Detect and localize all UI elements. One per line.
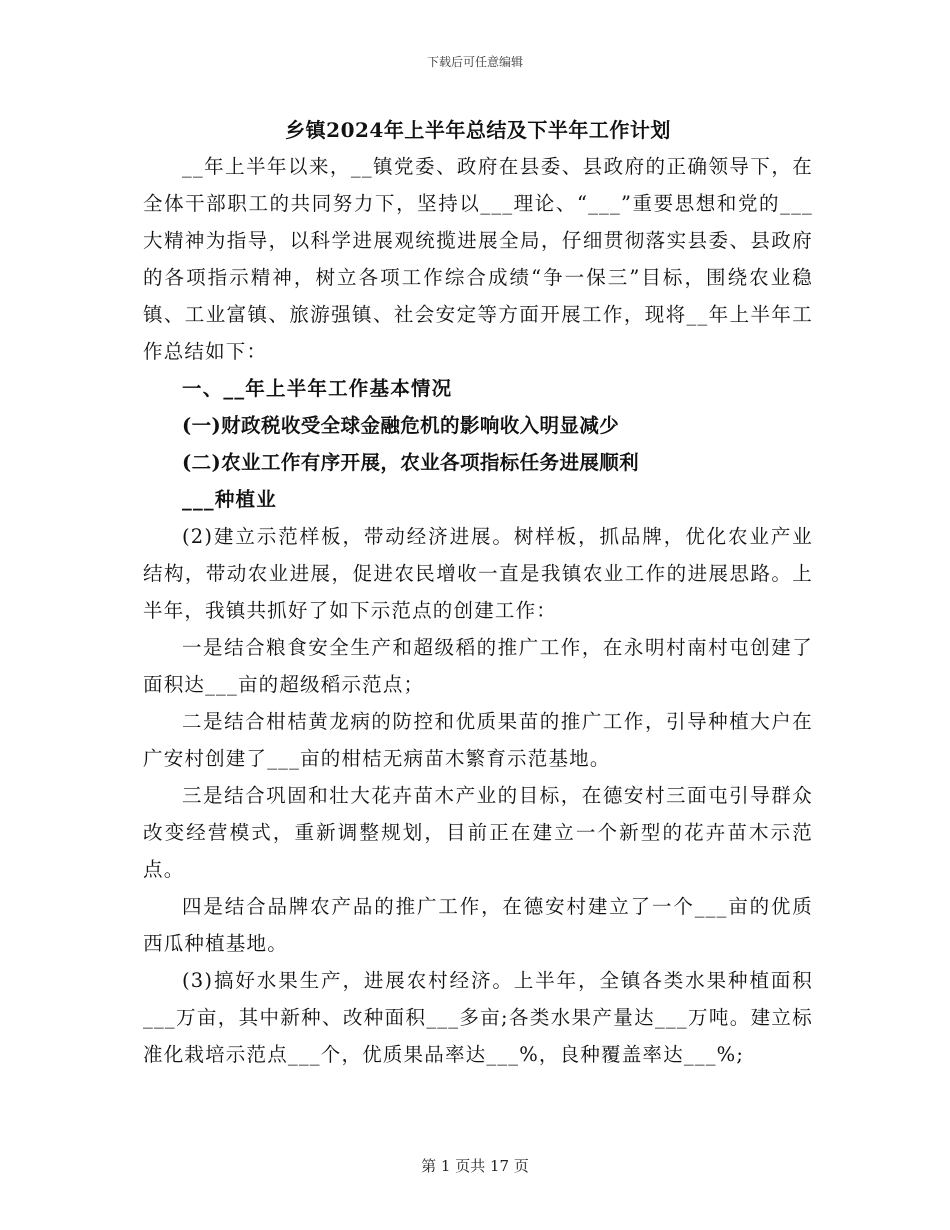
paragraph-fruit-production: (3)搞好水果生产，进展农村经济。上半年，全镇各类水果种植面积___万亩，其中新种、改种面积___多亩;各类水果产量达___万吨。建立标准化栽培示范点___个，优质果品率达___%，良种覆盖率达___%; [143,969,813,1066]
page-number-footer: 第 1 页共 17 页 [421,1157,529,1175]
paragraph-item-three: 三是结合巩固和壮大花卉苗木产业的目标，在德安村三面屯引导群众改变经营模式，重新调整规划，目前正在建立一个新型的花卉苗木示范点。 [143,784,813,881]
subsection-heading-agriculture: (二)农业工作有序开展，农业各项指标任务进展顺利 [182,451,640,474]
page-header-note: 下载后可任意编辑 [426,55,523,69]
section-heading-1: 一、__年上半年工作基本情况 [182,377,453,400]
intro-paragraph: __年上半年以来，__镇党委、政府在县委、县政府的正确领导下，在全体干部职工的共同努力下，坚持以___理论、“___”重要思想和党的___大精神为指导，以科学进展观统揽进展全局，仔细贯彻落实县委、县政府的各项指示精神，树立各项工作综合成绩“争一保三”目标，围绕农业稳镇、工业富镇、旅游强镇、社会安定等方面开展工作，现将__年上半年工作总结如下： [143,155,813,363]
document-title: 乡镇2024年上半年总结及下半年工作计划 [285,118,671,142]
paragraph-item-four: 四是结合品牌农产品的推广工作，在德安村建立了一个___亩的优质西瓜种植基地。 [143,895,813,955]
subsection-heading-planting: ___种植业 [182,488,277,511]
paragraph-item-one: 一是结合粮食安全生产和超级稻的推广工作，在永明村南村屯创建了面积达___亩的超级稻示范点； [143,636,813,696]
document-body [143,112,813,1073]
subsection-heading-finance: (一)财政税收受全球金融危机的影响收入明显减少 [182,414,620,437]
paragraph-item-two: 二是结合柑桔黄龙病的防控和优质果苗的推广工作，引导种植大户在广安村创建了___亩的柑桔无病苗木繁育示范基地。 [143,710,813,770]
paragraph-demo-sample: (2)建立示范样板，带动经济进展。树样板，抓品牌，优化农业产业结构，带动农业进展，促进农民增收一直是我镇农业工作的进展思路。上半年，我镇共抓好了如下示范点的创建工作： [143,525,813,622]
